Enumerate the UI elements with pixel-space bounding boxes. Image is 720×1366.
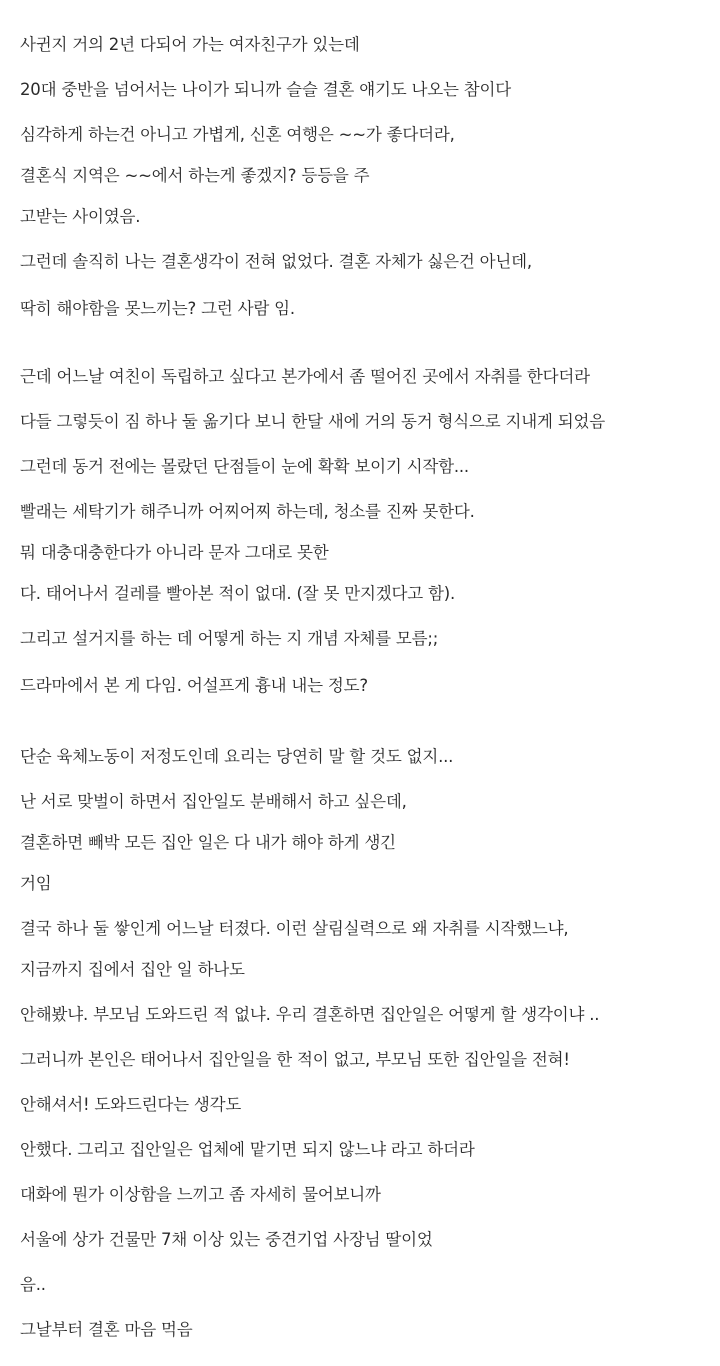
text-line-5: 고받는 사이였음.: [20, 207, 141, 226]
text-line-11: 빨래는 세탁기가 해주니까 어찌어찌 하는데, 청소를 진짜 못한다.: [20, 502, 475, 521]
text-line-13: 다. 태어나서 걸레를 빨아본 적이 없대. (잘 못 만지겠다고 함).: [20, 584, 456, 603]
text-line-3: 심각하게 하는건 아니고 가볍게, 신혼 여행은 ~~가 좋다더라,: [20, 125, 455, 144]
text-line-21: 지금까지 집에서 집안 일 하나도: [20, 960, 245, 979]
text-line-26: 대화에 뭔가 이상함을 느끼고 좀 자세히 물어보니까: [20, 1185, 381, 1204]
text-line-18: 결혼하면 빼박 모든 집안 일은 다 내가 해야 하게 생긴: [20, 833, 396, 852]
text-line-22: 안해봤냐. 부모님 도와드린 적 없냐. 우리 결혼하면 집안일은 어떻게 할 생각이냐 ..: [20, 1005, 600, 1024]
text-line-1: 사귄지 거의 2년 다되어 가는 여자친구가 있는데: [20, 35, 360, 54]
text-line-6: 그런데 솔직히 나는 결혼생각이 전혀 없었다. 결혼 자체가 싫은건 아닌데,: [20, 252, 532, 271]
text-line-20: 결국 하나 둘 쌓인게 어느날 터졌다. 이런 살림실력으로 왜 자취를 시작했느냐,: [20, 919, 569, 938]
text-line-14: 그리고 설거지를 하는 데 어떻게 하는 지 개념 자체를 모름;;: [20, 629, 439, 648]
text-line-10: 그런데 동거 전에는 몰랐던 단점들이 눈에 확확 보이기 시작함...: [20, 457, 469, 476]
text-line-25: 안했다. 그리고 집안일은 업체에 맡기면 되지 않느냐 라고 하더라: [20, 1140, 475, 1159]
text-line-23: 그러니까 본인은 태어나서 집안일을 한 적이 없고, 부모님 또한 집안일을 전혀!: [20, 1050, 570, 1069]
text-line-15: 드라마에서 본 게 다임. 어설프게 흉내 내는 정도?: [20, 676, 368, 695]
text-line-2: 20대 중반을 넘어서는 나이가 되니까 슬슬 결혼 얘기도 나오는 참이다: [20, 80, 511, 99]
text-line-27: 서울에 상가 건물만 7채 이상 있는 중견기업 사장님 딸이었: [20, 1230, 433, 1249]
text-line-24: 안해셔서! 도와드린다는 생각도: [20, 1095, 242, 1114]
text-line-17: 난 서로 맞벌이 하면서 집안일도 분배해서 하고 싶은데,: [20, 792, 407, 811]
text-line-8: 근데 어느날 여친이 독립하고 싶다고 본가에서 좀 떨어진 곳에서 자취를 한다더라: [20, 367, 590, 386]
text-line-29: 그날부터 결혼 마음 먹음: [20, 1320, 193, 1339]
text-line-7: 딱히 해야함을 못느끼는? 그런 사람 임.: [20, 299, 295, 318]
text-line-28: 음..: [20, 1275, 46, 1294]
text-line-4: 결혼식 지역은 ~~에서 하는게 좋겠지? 등등을 주: [20, 166, 370, 185]
text-line-16: 단순 육체노동이 저정도인데 요리는 당연히 말 할 것도 없지...: [20, 747, 454, 766]
text-line-9: 다들 그렇듯이 짐 하나 둘 옮기다 보니 한달 새에 거의 동거 형식으로 지내게 되었음: [20, 412, 605, 431]
text-line-19: 거임: [20, 874, 52, 893]
text-line-12: 뭐 대충대충한다가 아니라 문자 그대로 못한: [20, 543, 329, 562]
